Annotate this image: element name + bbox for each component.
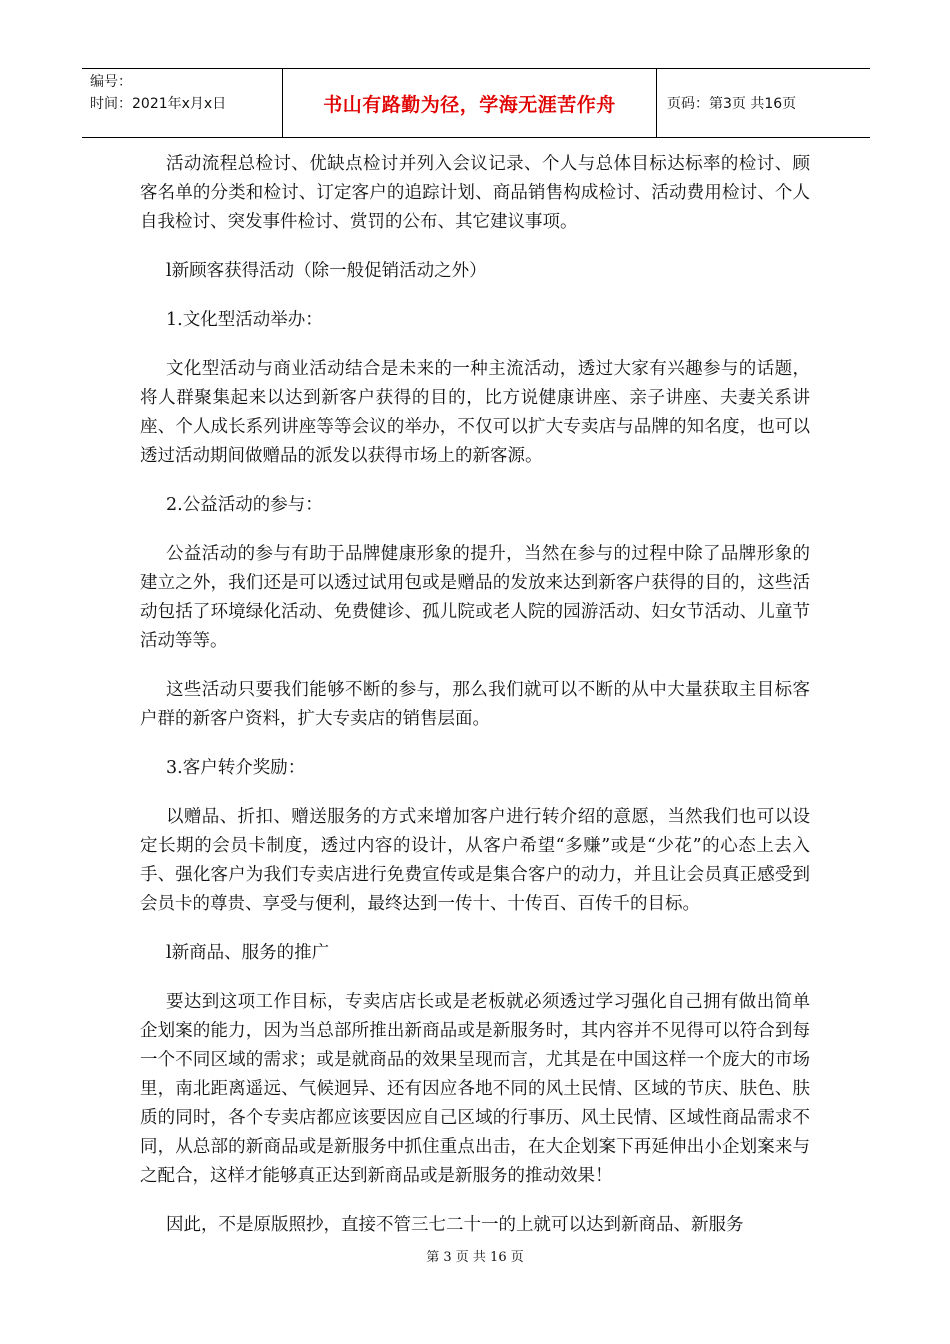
section-heading: l新顾客获得活动（除一般促销活动之外）	[166, 261, 487, 281]
header-meta	[82, 69, 282, 137]
paragraph: 文化型活动与商业活动结合是未来的一种主流活动，透过大家有兴趣参与的话题，将人群聚集起来以达到新客户获得的目的，比方说健康讲座、亲子讲座、夫妻关系讲座、个人成长系列讲座等等会议的举办，不仅可以扩大专卖店与品牌的知名度，也可以透过活动期间做赠品的派发以获得市场上的新客源。	[140, 359, 810, 466]
header-motto-cell	[282, 69, 657, 137]
footer-page-number: 第 3 页 共 16 页	[426, 1250, 524, 1265]
document-number-label: 编号：	[90, 74, 132, 90]
document-date: 时间：2021年x月x日	[90, 96, 227, 112]
header-page-info-cell	[657, 69, 870, 137]
document-body	[140, 150, 810, 1260]
subsection-heading: 2.公益活动的参与：	[166, 495, 323, 515]
header-page-info: 页码：第3页 共16页	[667, 96, 797, 112]
paragraph: 要达到这项工作目标，专卖店店长或是老板就必须透过学习强化自己拥有做出简单企划案的能力，因为当总部所推出新商品或是新服务时，其内容并不见得可以符合到每一个不同区域的需求；或是就商品的效果呈现而言，尤其是在中国这样一个庞大的市场里，南北距离遥远、气候迥异、还有因应各地不同的风土民情、区域的节庆、肤色、肤质的同时，各个专卖店都应该要因应自己区域的行事历、风土民情、区域性商品需求不同，从总部的新商品或是新服务中抓住重点出击，在大企划案下再延伸出小企划案来与之配合，这样才能够真正达到新商品或是新服务的推动效果！	[140, 992, 810, 1186]
page-header	[82, 68, 870, 138]
subsection-heading: 1.文化型活动举办：	[166, 310, 323, 330]
paragraph: 以赠品、折扣、赠送服务的方式来增加客户进行转介绍的意愿，当然我们也可以设定长期的会员卡制度，透过内容的设计，从客户希望“多赚”或是“少花”的心态上去入手、强化客户为我们专卖店进行免费宣传或是集合客户的动力，并且让会员真正感受到会员卡的尊贵、享受与便利，最终达到一传十、十传百、百传千的目标。	[140, 807, 810, 914]
header-motto: 书山有路勤为径，学海无涯苦作舟	[323, 93, 616, 116]
paragraph: 因此，不是原版照抄，直接不管三七二十一的上就可以达到新商品、新服务	[166, 1215, 744, 1235]
section-heading: l新商品、服务的推广	[166, 943, 330, 963]
page-footer	[0, 1246, 950, 1265]
paragraph: 这些活动只要我们能够不断的参与，那么我们就可以不断的从中大量获取主目标客户群的新客户资料，扩大专卖店的销售层面。	[140, 680, 810, 729]
paragraph: 活动流程总检讨、优缺点检讨并列入会议记录、个人与总体目标达标率的检讨、顾客名单的分类和检讨、订定客户的追踪计划、商品销售构成检讨、活动费用检讨、个人自我检讨、突发事件检讨、赏罚的公布、其它建议事项。	[140, 154, 810, 232]
paragraph: 公益活动的参与有助于品牌健康形象的提升，当然在参与的过程中除了品牌形象的建立之外，我们还是可以透过试用包或是赠品的发放来达到新客户获得的目的，这些活动包括了环境绿化活动、免费健诊、孤儿院或老人院的园游活动、妇女节活动、儿童节活动等等。	[140, 544, 810, 651]
subsection-heading: 3.客户转介奖励：	[166, 758, 306, 778]
